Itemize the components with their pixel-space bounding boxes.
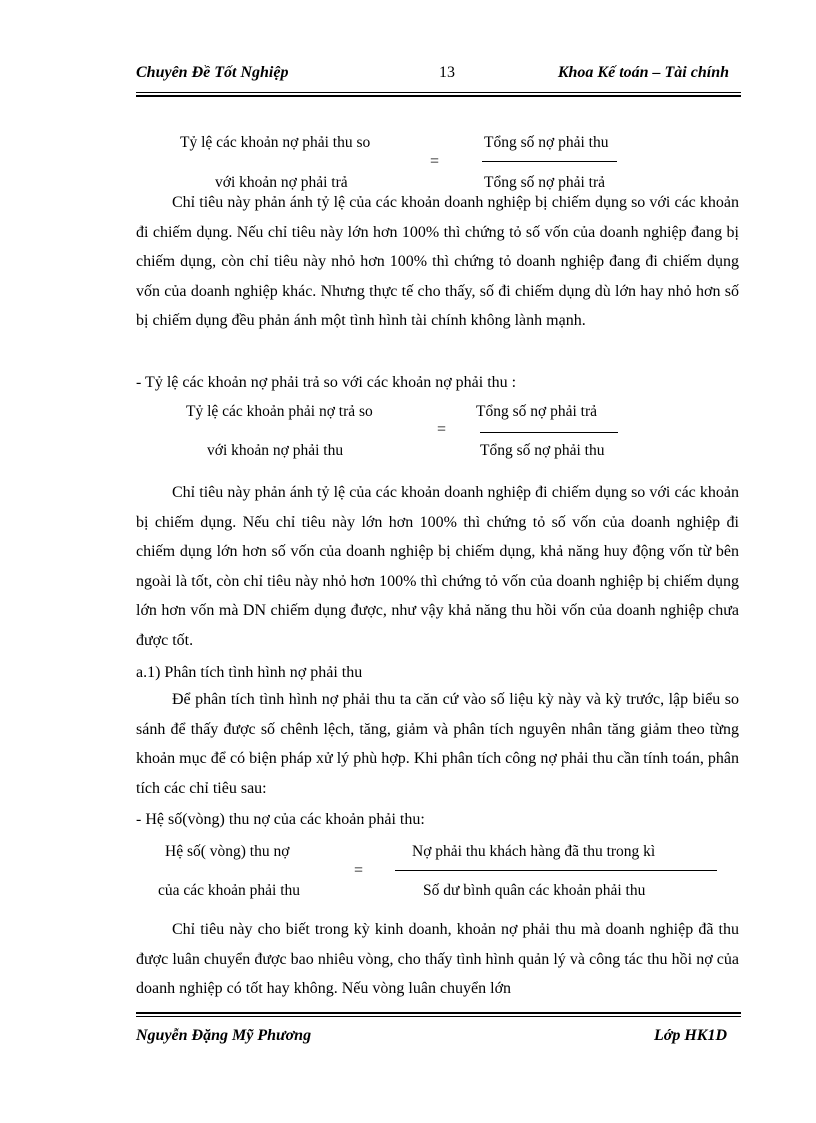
- formula3-fraction-bar: [395, 870, 717, 871]
- header-title: Chuyên Đề Tốt Nghiệp: [136, 64, 289, 81]
- formula1-equals: =: [430, 153, 440, 170]
- paragraph-2: Chỉ tiêu này phản ánh tỷ lệ của các khoản doanh nghiệp đi chiếm dụng so với các khoản bị chiếm dụng. Nếu chỉ tiêu này lớn hơn 100% thì chứng tỏ số vốn của doanh nghiệp đi chiếm dụng lớn hơn số vốn của doanh nghiệp bị chiếm dụng, khả năng huy động vốn từ bên ngoài là tốt, còn chỉ tiêu này nhỏ hơn 100% thì chứng tỏ vốn của doanh nghiệp bị chiếm dụng lớn hơn vốn mà DN chiếm dụng được, như vậy khả năng thu hồi vốn của doanh nghiệp chưa được tốt.: [136, 484, 739, 649]
- formula2-lhs-top: Tỷ lệ các khoản phải nợ trả so: [186, 403, 373, 420]
- formula3-numerator: Nợ phải thu khách hàng đã thu trong kì: [412, 843, 656, 860]
- header-rule-thick: [136, 92, 741, 93]
- paragraph-1: Chỉ tiêu này phản ánh tỷ lệ của các khoản doanh nghiệp bị chiếm dụng so với các khoản đi chiếm dụng. Nếu chỉ tiêu này lớn hơn 100% thì chứng tỏ số vốn của doanh nghiệp đang bị chiếm dụng, còn chỉ tiêu này nhỏ hơn 100% thì chứng tỏ doanh nghiệp đang đi chiếm dụng vốn của doanh nghiệp khác. Nhưng thực tế cho thấy, số đi chiếm dụng dù lớn hay nhỏ hơn số bị chiếm dụng đều phản ánh một tình hình tài chính không lành mạnh.: [136, 194, 739, 329]
- page-number: 13: [439, 64, 455, 81]
- header-department: Khoa Kế toán – Tài chính: [557, 64, 729, 81]
- section-heading-a1: a.1) Phân tích tình hình nợ phải thu: [136, 664, 363, 681]
- author-name: Nguyễn Đặng Mỹ Phương: [136, 1027, 312, 1044]
- formula2-lhs-bottom: với khoản nợ phải thu: [207, 442, 344, 459]
- page-footer: [136, 1027, 741, 1047]
- formula3-denominator: Số dư bình quân các khoản phải thu: [423, 882, 646, 899]
- paragraph-4: Chỉ tiêu này cho biết trong kỳ kinh doanh, khoản nợ phải thu mà doanh nghiệp đã thu được luân chuyển được bao nhiêu vòng, cho thấy tình hình quản lý và công tác thu hồi nợ của doanh nghiệp có tốt hay không. Nếu vòng luân chuyển lớn: [136, 921, 739, 997]
- formula1-lhs-top: Tỷ lệ các khoản nợ phải thu so: [180, 134, 371, 151]
- footer-rule-double: [136, 1012, 741, 1014]
- footer-rule-thin: [136, 1016, 741, 1017]
- formula3-equals: =: [354, 862, 364, 879]
- formula2-numerator: Tổng số nợ phải trả: [476, 403, 597, 420]
- formula1-denominator: Tổng số nợ phải trả: [484, 174, 605, 191]
- formula1-numerator: Tổng số nợ phải thu: [484, 134, 609, 151]
- formula3-lhs-bottom: của các khoản phải thu: [158, 882, 301, 899]
- paragraph-3: Để phân tích tình hình nợ phải thu ta căn cứ vào số liệu kỳ này và kỳ trước, lập biểu so sánh để thấy được số chênh lệch, tăng, giảm và phân tích nguyên nhân tăng giảm theo từng khoản mục để có biện pháp xử lý phù hợp. Khi phân tích công nợ phải thu cần tính toán, phân tích các chỉ tiêu sau:: [136, 691, 739, 797]
- class-name: Lớp HK1D: [653, 1027, 727, 1044]
- page-header: [136, 64, 741, 84]
- bullet-payable-ratio: - Tỷ lệ các khoản nợ phải trả so với các khoản nợ phải thu :: [136, 374, 517, 391]
- bullet-receivable-turnover: - Hệ số(vòng) thu nợ của các khoản phải thu:: [136, 811, 425, 828]
- header-rule-double: [136, 95, 741, 97]
- formula2-denominator: Tổng số nợ phải thu: [480, 442, 605, 459]
- formula2-fraction-bar: [480, 432, 618, 433]
- formula1-fraction-bar: [482, 161, 617, 162]
- formula3-lhs-top: Hệ số( vòng) thu nợ: [165, 843, 290, 860]
- formula1-lhs-bottom: với khoản nợ phải trả: [215, 174, 348, 191]
- formula2-equals: =: [437, 421, 447, 438]
